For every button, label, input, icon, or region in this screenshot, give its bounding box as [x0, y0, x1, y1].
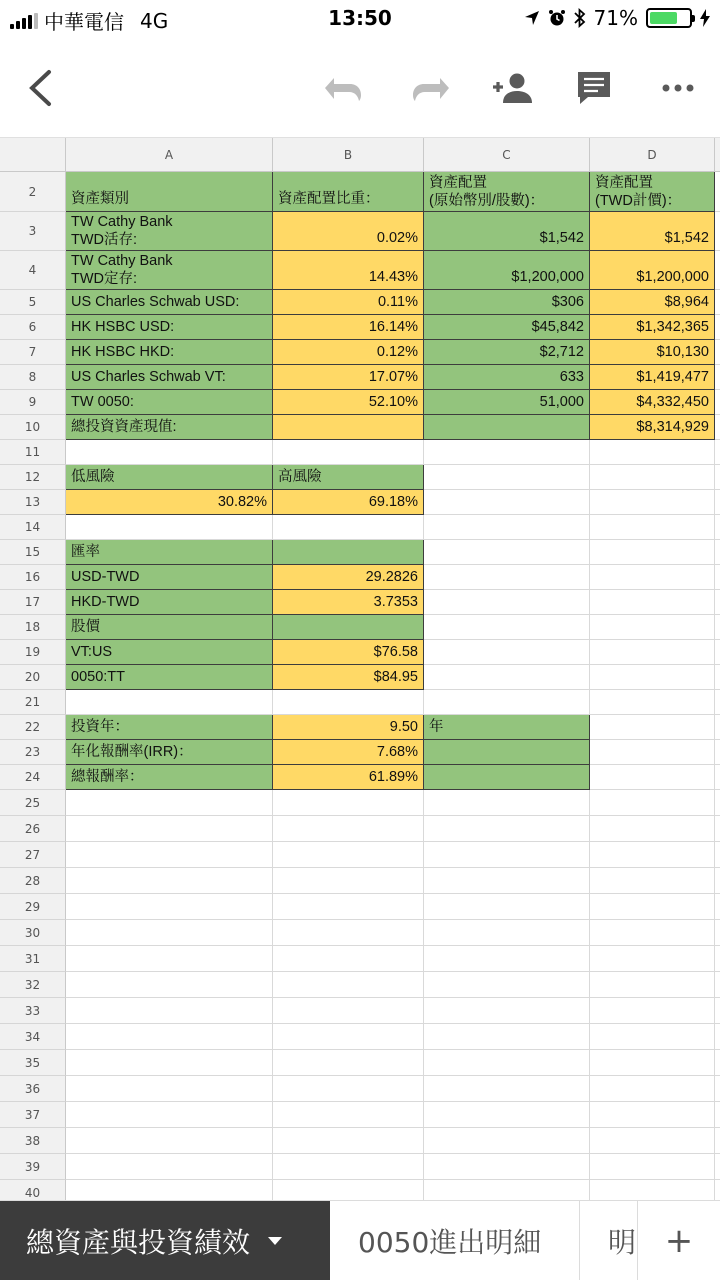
cell-d32[interactable] [590, 972, 715, 998]
row-header[interactable]: 40 [0, 1180, 66, 1200]
cell-partial-column[interactable] [715, 1154, 720, 1180]
battery-percent: 71% [593, 6, 638, 30]
cell-b20[interactable]: $84.95 [273, 665, 424, 690]
row-header[interactable]: 27 [0, 842, 66, 868]
cell-d20[interactable] [590, 665, 715, 690]
cell-partial-column[interactable] [715, 440, 720, 465]
spreadsheet-grid[interactable] [0, 138, 720, 1200]
cell-c37[interactable] [424, 1102, 590, 1128]
row-header[interactable]: 30 [0, 920, 66, 946]
cell-partial-column[interactable] [715, 790, 720, 816]
row-header[interactable]: 22 [0, 715, 66, 740]
cell-d2[interactable]: 資產配置 (TWD計價)： [590, 172, 715, 212]
cell-b2[interactable]: 資產配置比重： [273, 172, 424, 212]
cell-d33[interactable] [590, 998, 715, 1024]
cell-c23[interactable] [424, 740, 590, 765]
cell-c30[interactable] [424, 920, 590, 946]
row-header[interactable]: 15 [0, 540, 66, 565]
cell-partial-column[interactable] [715, 816, 720, 842]
cell-a34[interactable] [66, 1024, 273, 1050]
cell-d26[interactable] [590, 816, 715, 842]
cell-c18[interactable] [424, 615, 590, 640]
cell-partial-column[interactable] [715, 1102, 720, 1128]
sheet-tab-label: 明 [608, 1226, 637, 1259]
cell-a14[interactable] [66, 515, 273, 540]
row-header[interactable]: 33 [0, 998, 66, 1024]
cell-partial-column[interactable] [715, 972, 720, 998]
row-header[interactable]: 24 [0, 765, 66, 790]
cell-d22[interactable] [590, 715, 715, 740]
sheet-tab-active[interactable] [0, 1201, 330, 1280]
cell-c29[interactable] [424, 894, 590, 920]
cell-partial-column[interactable] [715, 515, 720, 540]
cell-partial-column[interactable] [715, 946, 720, 972]
cell-d12[interactable] [590, 465, 715, 490]
cell-a30[interactable] [66, 920, 273, 946]
cell-partial-column[interactable] [715, 315, 720, 340]
cell-a9[interactable]: TW 0050: [66, 390, 273, 415]
cell-partial-column[interactable] [715, 540, 720, 565]
cell-c14[interactable] [424, 515, 590, 540]
cell-a12[interactable]: 低風險 [66, 465, 273, 490]
row-header[interactable]: 18 [0, 615, 66, 640]
cell-b17[interactable]: 3.7353 [273, 590, 424, 615]
cell-b6[interactable]: 16.14% [273, 315, 424, 340]
row-header[interactable]: 3 [0, 212, 66, 251]
cell-d40[interactable] [590, 1180, 715, 1200]
network-type: 4G [140, 8, 169, 33]
cell-partial-column[interactable] [715, 340, 720, 365]
cell-a36[interactable] [66, 1076, 273, 1102]
more-icon [662, 84, 694, 92]
cell-d35[interactable] [590, 1050, 715, 1076]
cell-partial-column[interactable] [715, 490, 720, 515]
cell-c38[interactable] [424, 1128, 590, 1154]
row-header[interactable]: 9 [0, 390, 66, 415]
cell-d21[interactable] [590, 690, 715, 715]
cell-b26[interactable] [273, 816, 424, 842]
cell-d28[interactable] [590, 868, 715, 894]
cell-c7[interactable]: $2,712 [424, 340, 590, 365]
cell-a39[interactable] [66, 1154, 273, 1180]
cell-b40[interactable] [273, 1180, 424, 1200]
dropdown-arrow-icon[interactable] [268, 1237, 282, 1245]
cell-c19[interactable] [424, 640, 590, 665]
cell-b12[interactable]: 高風險 [273, 465, 424, 490]
sheet-tab-0050[interactable] [330, 1201, 580, 1280]
cell-a13[interactable]: 30.82% [66, 490, 273, 515]
cell-b39[interactable] [273, 1154, 424, 1180]
add-sheet-button[interactable] [638, 1201, 720, 1280]
cell-b33[interactable] [273, 998, 424, 1024]
cell-c13[interactable] [424, 490, 590, 515]
cell-a11[interactable] [66, 440, 273, 465]
cell-c34[interactable] [424, 1024, 590, 1050]
cell-b18[interactable] [273, 615, 424, 640]
cell-c2[interactable]: 資產配置 (原始幣別/股數)： [424, 172, 590, 212]
row-header[interactable]: 5 [0, 290, 66, 315]
cell-b27[interactable] [273, 842, 424, 868]
row-header[interactable]: 29 [0, 894, 66, 920]
cell-d13[interactable] [590, 490, 715, 515]
add-sheet-icon: + [664, 1221, 694, 1261]
cell-b35[interactable] [273, 1050, 424, 1076]
cell-c17[interactable] [424, 590, 590, 615]
cell-c36[interactable] [424, 1076, 590, 1102]
back-button[interactable] [14, 62, 66, 114]
cell-b5[interactable]: 0.11% [273, 290, 424, 315]
cell-a25[interactable] [66, 790, 273, 816]
clock: 13:50 [328, 6, 392, 30]
cell-a4[interactable]: TW Cathy Bank TWD定存: [66, 251, 273, 290]
status-bar [0, 0, 720, 36]
cell-b15[interactable] [273, 540, 424, 565]
cell-c25[interactable] [424, 790, 590, 816]
row-header[interactable]: 38 [0, 1128, 66, 1154]
status-right [524, 6, 710, 30]
cell-a40[interactable] [66, 1180, 273, 1200]
cell-a3[interactable]: TW Cathy Bank TWD活存: [66, 212, 273, 251]
cell-d24[interactable] [590, 765, 715, 790]
column-header-a[interactable]: A [66, 138, 273, 172]
cell-a6[interactable]: HK HSBC USD: [66, 315, 273, 340]
cell-d17[interactable] [590, 590, 715, 615]
cell-b36[interactable] [273, 1076, 424, 1102]
cell-c35[interactable] [424, 1050, 590, 1076]
cell-d7[interactable]: $10,130 [590, 340, 715, 365]
cell-b31[interactable] [273, 946, 424, 972]
cell-a22[interactable]: 投資年： [66, 715, 273, 740]
cell-b22[interactable]: 9.50 [273, 715, 424, 740]
row-header[interactable]: 25 [0, 790, 66, 816]
row-header[interactable]: 35 [0, 1050, 66, 1076]
cell-b28[interactable] [273, 868, 424, 894]
cell-partial-column[interactable] [715, 212, 720, 251]
cell-d39[interactable] [590, 1154, 715, 1180]
cell-c16[interactable] [424, 565, 590, 590]
cell-partial-column[interactable] [715, 465, 720, 490]
row-header[interactable]: 7 [0, 340, 66, 365]
row-header[interactable]: 4 [0, 251, 66, 290]
cell-b8[interactable]: 17.07% [273, 365, 424, 390]
cell-a7[interactable]: HK HSBC HKD: [66, 340, 273, 365]
cell-a16[interactable]: USD-TWD [66, 565, 273, 590]
cell-d38[interactable] [590, 1128, 715, 1154]
row-header[interactable]: 39 [0, 1154, 66, 1180]
cell-partial-column[interactable] [715, 365, 720, 390]
undo-button[interactable] [318, 64, 370, 116]
cell-c21[interactable] [424, 690, 590, 715]
cell-c3[interactable]: $1,542 [424, 212, 590, 251]
cell-partial-column[interactable] [715, 251, 720, 290]
grid-corner[interactable] [0, 138, 66, 172]
column-header-b[interactable]: B [273, 138, 424, 172]
alarm-icon [548, 9, 566, 27]
row-header[interactable]: 28 [0, 868, 66, 894]
cell-a24[interactable]: 總報酬率： [66, 765, 273, 790]
cell-partial-column[interactable] [715, 920, 720, 946]
cell-b3[interactable]: 0.02% [273, 212, 424, 251]
cell-d19[interactable] [590, 640, 715, 665]
cell-a33[interactable] [66, 998, 273, 1024]
cell-a20[interactable]: 0050:TT [66, 665, 273, 690]
cell-a26[interactable] [66, 816, 273, 842]
cell-b38[interactable] [273, 1128, 424, 1154]
cell-d5[interactable]: $8,964 [590, 290, 715, 315]
redo-icon [410, 78, 450, 102]
cell-partial-column[interactable] [715, 740, 720, 765]
cell-d30[interactable] [590, 920, 715, 946]
row-header[interactable]: 21 [0, 690, 66, 715]
cell-b14[interactable] [273, 515, 424, 540]
battery-level [650, 12, 677, 24]
cell-d15[interactable] [590, 540, 715, 565]
row-header[interactable]: 17 [0, 590, 66, 615]
add-person-icon [491, 72, 533, 104]
cell-c12[interactable] [424, 465, 590, 490]
cell-c28[interactable] [424, 868, 590, 894]
cell-c22[interactable]: 年 [424, 715, 590, 740]
cell-a35[interactable] [66, 1050, 273, 1076]
cell-partial-column[interactable] [715, 1024, 720, 1050]
cell-c4[interactable]: $1,200,000 [424, 251, 590, 290]
cell-b32[interactable] [273, 972, 424, 998]
cell-b29[interactable] [273, 894, 424, 920]
cell-a8[interactable]: US Charles Schwab VT: [66, 365, 273, 390]
share-button[interactable] [486, 62, 538, 114]
cell-d29[interactable] [590, 894, 715, 920]
cell-c33[interactable] [424, 998, 590, 1024]
comment-icon [576, 70, 612, 106]
signal-icon [10, 13, 38, 29]
cell-b4[interactable]: 14.43% [273, 251, 424, 290]
cell-b23[interactable]: 7.68% [273, 740, 424, 765]
row-header[interactable]: 12 [0, 465, 66, 490]
row-header[interactable]: 31 [0, 946, 66, 972]
cell-c8[interactable]: 633 [424, 365, 590, 390]
cell-c31[interactable] [424, 946, 590, 972]
cell-partial-column[interactable] [715, 894, 720, 920]
undo-icon [324, 78, 364, 102]
cell-partial-column[interactable] [715, 1050, 720, 1076]
row-header[interactable]: 10 [0, 415, 66, 440]
cell-partial-column[interactable] [715, 172, 720, 212]
column-header-c[interactable]: C [424, 138, 590, 172]
sheet-tab-label: 0050進出明細 [358, 1226, 542, 1259]
location-icon [524, 10, 540, 26]
cell-partial-column[interactable] [715, 665, 720, 690]
cell-d37[interactable] [590, 1102, 715, 1128]
cell-partial-column[interactable] [715, 1128, 720, 1154]
cell-d4[interactable]: $1,200,000 [590, 251, 715, 290]
row-header[interactable]: 8 [0, 365, 66, 390]
row-header[interactable]: 20 [0, 665, 66, 690]
row-header[interactable]: 23 [0, 740, 66, 765]
cell-a28[interactable] [66, 868, 273, 894]
cell-partial-column[interactable] [715, 1076, 720, 1102]
cell-a29[interactable] [66, 894, 273, 920]
cell-d36[interactable] [590, 1076, 715, 1102]
status-left [10, 6, 168, 35]
cell-partial-column[interactable] [715, 1180, 720, 1200]
app-toolbar [0, 36, 720, 138]
sheet-tab-bar [0, 1200, 720, 1280]
cell-partial-column[interactable] [715, 565, 720, 590]
cell-a32[interactable] [66, 972, 273, 998]
row-header[interactable]: 13 [0, 490, 66, 515]
cell-c6[interactable]: $45,842 [424, 315, 590, 340]
cell-a18[interactable]: 股價 [66, 615, 273, 640]
cell-c26[interactable] [424, 816, 590, 842]
cell-a17[interactable]: HKD-TWD [66, 590, 273, 615]
cell-c10[interactable] [424, 415, 590, 440]
cell-partial-column[interactable] [715, 390, 720, 415]
cell-d16[interactable] [590, 565, 715, 590]
cell-a21[interactable] [66, 690, 273, 715]
back-icon [27, 69, 53, 107]
cell-d11[interactable] [590, 440, 715, 465]
cell-d8[interactable]: $1,419,477 [590, 365, 715, 390]
battery-icon [646, 8, 692, 28]
cell-d6[interactable]: $1,342,365 [590, 315, 715, 340]
cell-c20[interactable] [424, 665, 590, 690]
row-header[interactable]: 16 [0, 565, 66, 590]
row-header[interactable]: 34 [0, 1024, 66, 1050]
cell-c27[interactable] [424, 842, 590, 868]
cell-c40[interactable] [424, 1180, 590, 1200]
cell-partial-column[interactable] [715, 640, 720, 665]
cell-partial-column[interactable] [715, 868, 720, 894]
column-header-d[interactable]: D [590, 138, 715, 172]
cell-a31[interactable] [66, 946, 273, 972]
cell-partial-column[interactable] [715, 290, 720, 315]
cell-c11[interactable] [424, 440, 590, 465]
charging-icon [700, 9, 710, 27]
cell-c9[interactable]: 51,000 [424, 390, 590, 415]
cell-d18[interactable] [590, 615, 715, 640]
cell-b11[interactable] [273, 440, 424, 465]
cell-d25[interactable] [590, 790, 715, 816]
cell-partial-column[interactable] [715, 615, 720, 640]
cell-partial-column[interactable] [715, 590, 720, 615]
cell-c39[interactable] [424, 1154, 590, 1180]
cell-partial-column[interactable] [715, 690, 720, 715]
sheet-tab-partial[interactable] [580, 1201, 638, 1280]
cell-a2[interactable]: 資產類別 [66, 172, 273, 212]
cell-b19[interactable]: $76.58 [273, 640, 424, 665]
cell-d31[interactable] [590, 946, 715, 972]
row-header[interactable]: 36 [0, 1076, 66, 1102]
cell-d23[interactable] [590, 740, 715, 765]
row-header[interactable]: 37 [0, 1102, 66, 1128]
cell-b16[interactable]: 29.2826 [273, 565, 424, 590]
cell-c24[interactable] [424, 765, 590, 790]
row-header[interactable]: 11 [0, 440, 66, 465]
cell-a15[interactable]: 匯率 [66, 540, 273, 565]
row-header[interactable]: 32 [0, 972, 66, 998]
row-header[interactable]: 6 [0, 315, 66, 340]
more-options-button[interactable] [652, 62, 704, 114]
cell-b37[interactable] [273, 1102, 424, 1128]
cell-b30[interactable] [273, 920, 424, 946]
cell-c15[interactable] [424, 540, 590, 565]
comment-button[interactable] [568, 62, 620, 114]
cell-b9[interactable]: 52.10% [273, 390, 424, 415]
cell-b25[interactable] [273, 790, 424, 816]
cell-b21[interactable] [273, 690, 424, 715]
cell-a10[interactable]: 總投資資產現值: [66, 415, 273, 440]
cell-b34[interactable] [273, 1024, 424, 1050]
sheet-tab-label: 總資產與投資績效 [26, 1226, 251, 1259]
cell-a27[interactable] [66, 842, 273, 868]
cell-a5[interactable]: US Charles Schwab USD: [66, 290, 273, 315]
row-header[interactable]: 2 [0, 172, 66, 212]
cell-d14[interactable] [590, 515, 715, 540]
cell-b24[interactable]: 61.89% [273, 765, 424, 790]
cell-partial-column[interactable] [715, 415, 720, 440]
cell-c5[interactable]: $306 [424, 290, 590, 315]
bluetooth-icon [574, 8, 586, 28]
cell-d10[interactable]: $8,314,929 [590, 415, 715, 440]
carrier-name: 中華電信 [44, 10, 124, 34]
cell-d27[interactable] [590, 842, 715, 868]
cell-a23[interactable]: 年化報酬率(IRR)： [66, 740, 273, 765]
cell-c32[interactable] [424, 972, 590, 998]
cell-b10[interactable] [273, 415, 424, 440]
cell-partial-column[interactable] [715, 842, 720, 868]
cell-b13[interactable]: 69.18% [273, 490, 424, 515]
cell-a38[interactable] [66, 1128, 273, 1154]
cell-partial-column[interactable] [715, 715, 720, 740]
row-header[interactable]: 19 [0, 640, 66, 665]
cell-a37[interactable] [66, 1102, 273, 1128]
cell-d34[interactable] [590, 1024, 715, 1050]
column-header-partial[interactable] [715, 138, 720, 172]
cell-partial-column[interactable] [715, 765, 720, 790]
cell-a19[interactable]: VT:US [66, 640, 273, 665]
row-header[interactable]: 14 [0, 515, 66, 540]
redo-button[interactable] [404, 64, 456, 116]
cell-d3[interactable]: $1,542 [590, 212, 715, 251]
row-header[interactable]: 26 [0, 816, 66, 842]
cell-b7[interactable]: 0.12% [273, 340, 424, 365]
cell-partial-column[interactable] [715, 998, 720, 1024]
cell-d9[interactable]: $4,332,450 [590, 390, 715, 415]
